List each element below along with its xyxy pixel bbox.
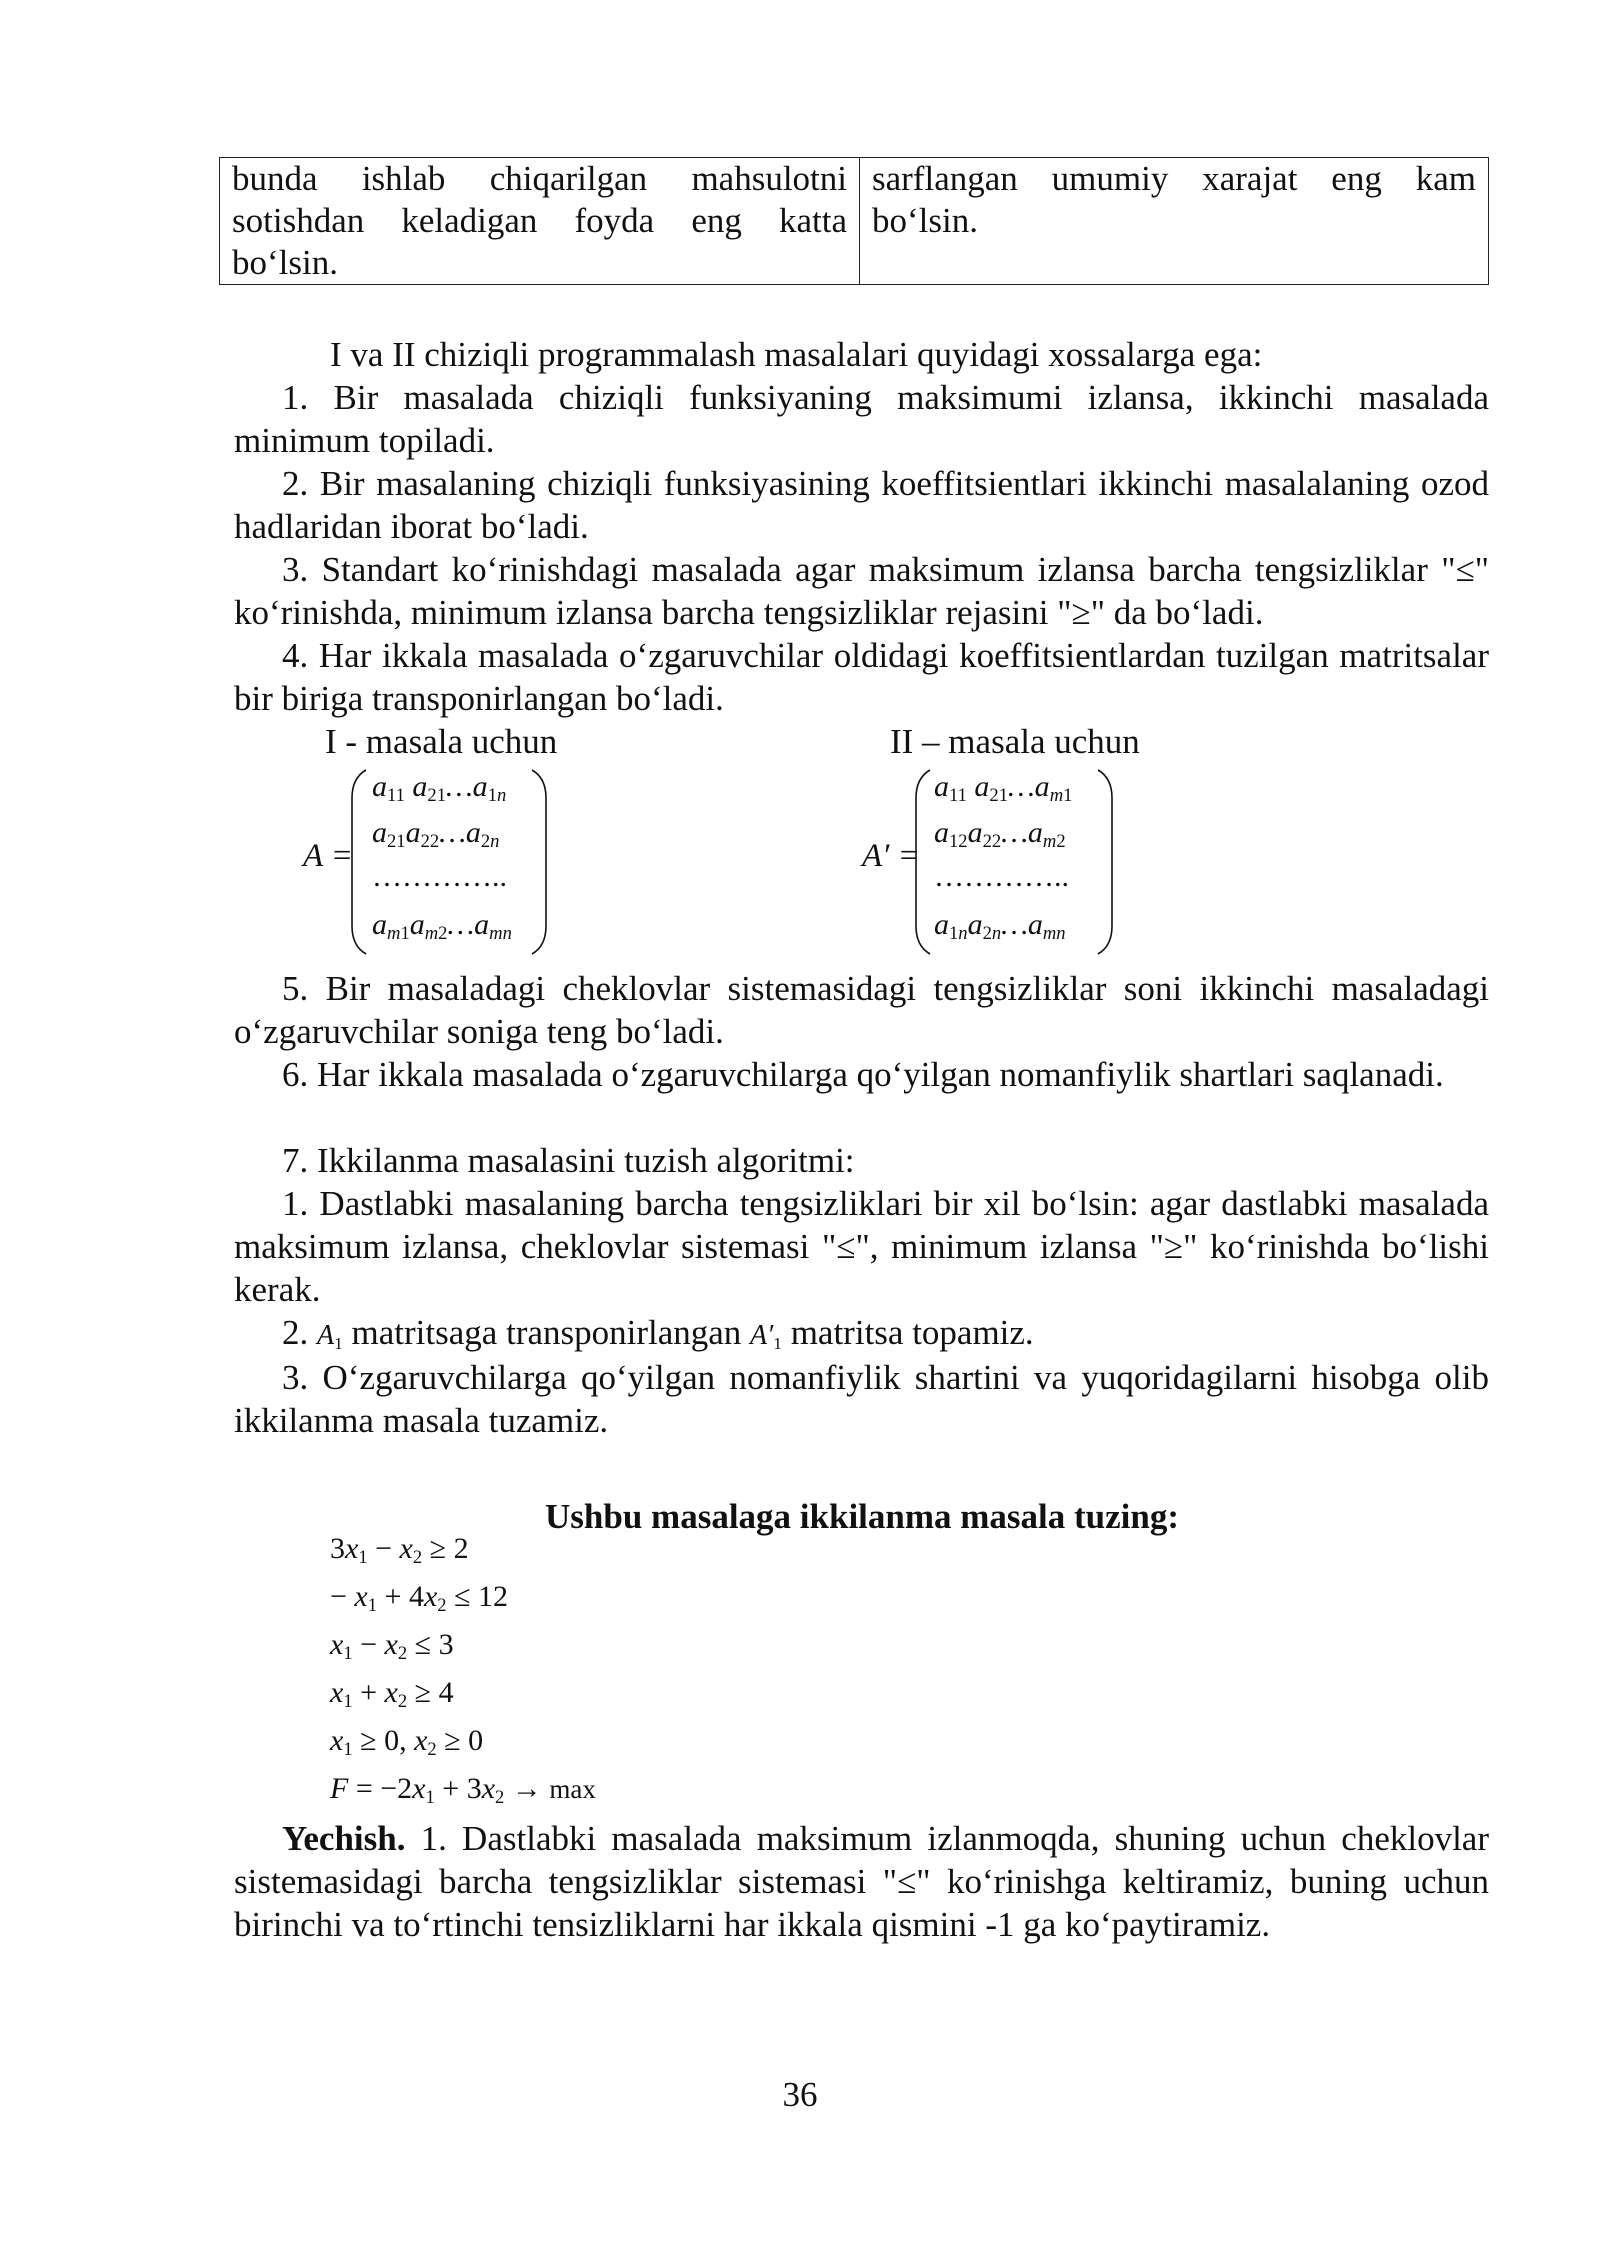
property-5: 5. Bir masaladagi cheklovlar sistemasidagi tengsizliklar soni ikkinchi masaladagi o‘zgaruvchilar soniga teng bo‘ladi. <box>234 969 1489 1051</box>
matrix-header-first: I - masala uchun <box>325 722 558 761</box>
solution-text: 1. Dastlabki masalada maksimum izlanmoqda, shuning uchun cheklovlar sistemasidagi barcha tengsizliklar sistemasi "≤" ko‘rinishga keltiramiz, buning uchun birinchi va to‘rtinchi tensizliklarni har ikkala qismini -1 ga ko‘paytiramiz. <box>234 1819 1489 1944</box>
matrix-a-prime-label: A′ = <box>862 838 920 874</box>
algorithm-step-2-number: 2. <box>282 1313 309 1352</box>
matrix-a1-symbol: $A_1$ <box>317 1320 343 1353</box>
property-7: 7. Ikkilanma masalasini tuzish algoritmi: <box>282 1141 855 1180</box>
nonnegativity-constraint: $x_1 \ge 0$, $x_2 \ge 0$ <box>330 1724 484 1761</box>
objective-function: $F = -2x_1 + 3x_2 \to \max$ <box>330 1772 596 1809</box>
algorithm-step-2-middle: matritsaga transponirlangan <box>351 1313 742 1352</box>
matrix-a-label: A = <box>303 838 354 874</box>
comparison-table <box>219 157 1489 285</box>
property-4: 4. Har ikkala masalada o‘zgaruvchilar oldidagi koeffitsientlardan tuzilgan matritsalar bir biriga transponirlangan bo‘ladi. <box>234 636 1489 718</box>
matrix-a-row-1: $a_{11}$ $a_{21}\dots a1n$ <box>372 770 507 807</box>
matrix-header-second: II – masala uchun <box>890 722 1140 761</box>
constraint-3: $x_1 - x_2 \le 3$ <box>330 1628 454 1665</box>
matrix-a-prime-row-1: $a_{11}$ $a_{21}\dots am1$ <box>934 770 1073 807</box>
matrix-a-prime-right-paren <box>1094 768 1116 956</box>
property-3: 3. Standart ko‘rinishdagi masalada agar maksimum izlansa barcha tengsizliklar "≤" ko‘rinishda, minimum izlansa barcha tengsizliklar rejasini "≥" da bo‘ladi. <box>234 550 1489 632</box>
matrix-a-row-dots: ………….. <box>372 860 507 893</box>
matrix-a-prime-row-n: a1na2n…amn <box>934 908 1066 945</box>
property-6: 6. Har ikkala masalada o‘zgaruvchilarga qo‘yilgan nomanfiylik shartlari saqlanadi. <box>282 1055 1444 1094</box>
properties-intro: I va II chiziqli programmalash masalalari quyidagi xossalarga ega: <box>330 335 1263 374</box>
problem-heading: Ushbu masalaga ikkilanma masala tuzing: <box>545 1497 1180 1536</box>
constraint-4: $x_1 + x_2 \ge 4$ <box>330 1676 454 1713</box>
matrix-a-prime-row-dots: ………….. <box>934 860 1069 893</box>
matrix-a1-prime-symbol: $A'_1$ <box>750 1320 782 1353</box>
objective-direction: max <box>549 1774 596 1804</box>
matrix-a-prime-row-2: $a_{12}a_{22}\dots am2$ <box>934 816 1066 853</box>
algorithm-step-2-end: matritsa topamiz. <box>790 1313 1034 1352</box>
table-cell-left: bunda ishlab chiqarilgan mahsulotni sotishdan keladigan foyda eng katta bo‘lsin. <box>220 158 860 284</box>
constraint-1: $3x_1 - x_2 \ge 2$ <box>330 1532 469 1569</box>
matrix-a-row-2: $a_{21}a_{22}\dots a2n$ <box>372 816 500 853</box>
property-2: 2. Bir masalaning chiziqli funksiyasining koeffitsientlari ikkinchi masalalaning ozod hadlaridan iborat bo‘ladi. <box>234 464 1489 546</box>
property-1: 1. Bir masalada chiziqli funksiyaning maksimumi izlansa, ikkinchi masalada minimum topiladi. <box>234 378 1489 460</box>
matrix-a-row-m: am1am2…amn <box>372 908 512 945</box>
page-number: 36 <box>782 2075 818 2114</box>
solution-lead: Yechish. <box>282 1819 406 1858</box>
algorithm-step-3: 3. O‘zgaruvchilarga qo‘yilgan nomanfiylik shartini va yuqoridagilarni hisobga olib ikkilanma masala tuzamiz. <box>234 1358 1489 1440</box>
algorithm-step-1: 1. Dastlabki masalaning barcha tengsizliklari bir xil bo‘lsin: agar dastlabki masalada maksimum izlansa, cheklovlar sistemasi "≤", minimum izlansa "≥" ko‘rinishda bo‘lishi kerak. <box>234 1184 1489 1309</box>
constraint-2: − $x_1 + 4x_2 \le 12$ <box>330 1580 509 1617</box>
matrix-a-right-paren <box>528 768 550 956</box>
solution-paragraph <box>234 1817 1489 1946</box>
table-cell-right: sarflangan umumiy xarajat eng kam bo‘lsin. <box>872 159 1476 240</box>
matrix-a-prime-left-paren <box>912 768 934 956</box>
matrix-a-left-paren <box>348 768 370 956</box>
